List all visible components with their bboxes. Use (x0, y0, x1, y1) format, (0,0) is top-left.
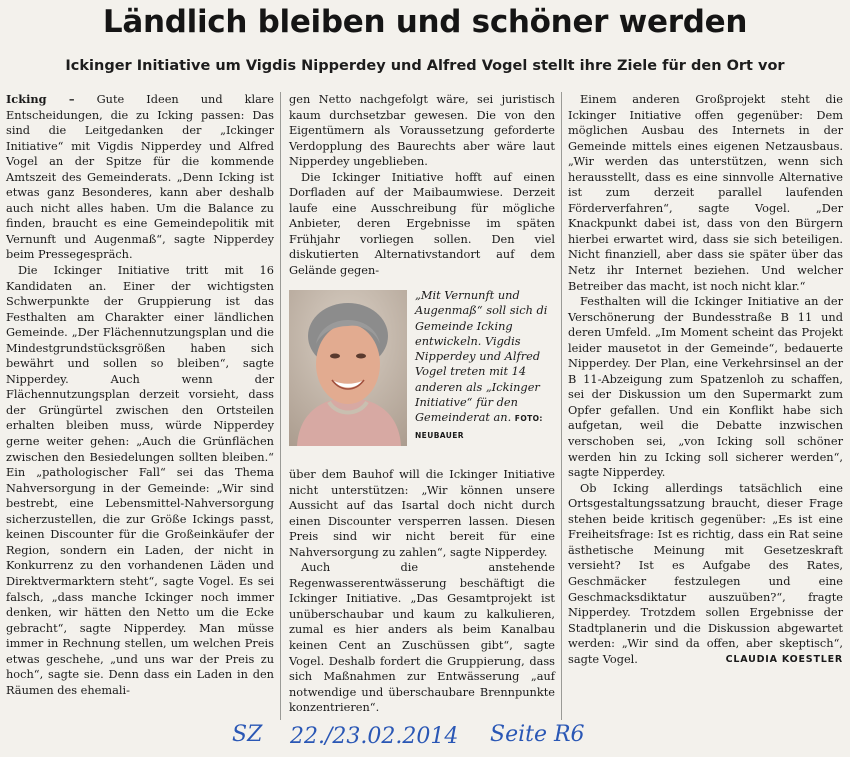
headline: Ländlich bleiben und schöner werden (102, 4, 748, 40)
paragraph: Einem anderen Großprojekt steht die Ickinger Initiative offen gegenüber: Dem möglichen Ausbau des Internets in der Gemeinde mittels eines eigenen Netzausbaus. „Wir werden das unterstützen, wenn sich herausstellt, dass es eine sinnvolle Alternative ist zum derzeit parallel laufenden Förderverfahren“, sagte Vogel. „Der Knackpunkt dabei ist, dass von den Bürgern hierbei erwartet wird, dass sie sich beteiligen. Nicht finanziell, aber dass sie später über das Netz ihr Internet beziehen. Und welcher Betreiber das macht, ist noch nicht klar.“ (568, 92, 843, 293)
paragraph: Auch die anstehende Regenwasserentwässerung beschäftigt die Ickinger Initiative. „Das Gesamtprojekt ist unüberschaubar und kaum zu kalkulieren, zumal es hier anders als beim Kanalbau keinen Cent an Zuschüssen gibt“, sagte Vogel. Deshalb fordert die Gruppierung, dass sich Maßnahmen zur Entwässerung „auf notwendige und überschaubare Brennpunkte konzentrieren“. (289, 560, 555, 715)
photo-caption (415, 288, 557, 443)
paragraph (568, 481, 843, 668)
subheadline: Ickinger Initiative um Vigdis Nipperdey und Alfred Vogel stellt ihre Ziele für den Ort vor (65, 58, 785, 74)
column-divider-1 (280, 92, 281, 720)
handwritten-page: Seite R6 (490, 722, 585, 747)
handwritten-date: 22./23.02.2014 (290, 724, 459, 749)
dateline: Icking – (6, 92, 75, 106)
caption-text: „Mit Vernunft und Augenmaß“ soll sich di Gemeinde Icking entwickeln. Vigdis Nipperdey und Alfred Vogel treten mit 14 anderen als „Ickinger Initiative“ für den Gemeinderat an. (415, 288, 548, 425)
paragraph-text: Ob Icking allerdings tatsächlich eine Ortsgestaltungssatzung braucht, dieser Frage stehen beide kritisch gegenüber: „Es ist eine Freiheitsfrage: Ist es richtig, dass ein Rat seine ästhetische Meinung mit Gesetzeskraft versieht? Ist es Aufgabe des Rates, Geschmäcker festzulegen und eine Geschmacksdiktatur auszuüben?“, fragte Nipperdey. Trotzdem sollen Ergebnisse der Stadtplanerin und die Diskussion abgewartet werden: „Wir sind da offen, aber skeptisch“, sagte Vogel. (568, 480, 843, 666)
column-divider-2 (561, 92, 562, 720)
author-byline: CLAUDIA KOESTLER (725, 653, 843, 665)
paragraph: über dem Bauhof will die Ickinger Initiative nicht unterstützen: „Wir können unsere Aussicht auf das Isartal doch nicht durch einen Discounter versperren lassen. Diesen Preis sind wir nicht bereit für eine Nahversorgung zu zahlen“, sagte Nipperdey. (289, 467, 555, 559)
paragraph: Festhalten will die Ickinger Initiative an der Verschönerung der Bundesstraße B 11 und deren Umfeld. „Im Moment scheint das Projekt leider mausetot in der Gemeinde“, bedauerte Nipperdey. Der Plan, eine Verkehrsinsel an der B 11-Abzeigung zum Spatzenloh zu schaffen, sei der Diskussion um den Supermarkt zum Opfer gefallen. Und ein Konflikt habe sich aufgetan, weil die Debatte inzwischen verschoben sei, „von Icking soll schöner werden hin zu Icking soll sicherer werden“, sagte Nipperdey. (568, 294, 843, 480)
handwritten-source: SZ (232, 722, 263, 747)
article-column-3 (568, 92, 843, 667)
portrait-photo (289, 290, 407, 446)
paragraph: Die Ickinger Initiative hofft auf einen Dorfladen auf der Maibaumwiese. Derzeit laufe eine Ausschreibung für mögliche Anbieter, deren Ergebnisse im späten Frühjahr vorliegen sollen. Den viel diskutierten Alternativstandort auf dem Gelände gegen- (289, 169, 555, 278)
paragraph (6, 92, 274, 263)
article-column-2-top (289, 92, 555, 279)
handwritten-source-note (232, 722, 672, 756)
photo-credit: FOTO: NEUBAUER (415, 414, 543, 440)
article-column-1 (6, 92, 274, 698)
paragraph: Die Ickinger Initiative tritt mit 16 Kandidaten an. Einer der wichtigsten Schwerpunkte der Gruppierung ist das Festhalten am Charakter einer ländlichen Gemeinde. „Der Flächennutzungsplan und die Mindestgrundstücksgrößen haben sich bewährt und sollen so bleiben“, sagte Nipperdey. Auch wenn der Flächennutzungsplan derzeit vorsieht, dass der Grüngürtel zwischen den Ortsteilen erhalten bleiben muss, würde Nipperdey gerne weiter gehen: „Auch die Grünflächen zwischen den Besiedelungen sollten bleiben.“ Ein „pathologischer Fall“ sei das Thema Nahversorgung in der Gemeinde: „Wir sind bestrebt, eine Lebensmittel-Nahversorgung sicherzustellen, die zur Größe Ickings passt, keinen Discounter für die Großeinkäufer der Region, sondern ein Laden, der nicht in Konkurrenz zu den vorhandenen Läden und Direktvermarktern steht“, sagte Vogel. Es sei falsch, „dass manche Ickinger noch immer denken, wir hätten den Netto um die Ecke gebracht“, sagte Nipperdey. Man müsse immer in Rechnung stellen, um welchen Preis etwas geschehe, „und uns war der Preis zu hoch“, sagte sie. Denn dass ein Laden in den Räumen des ehemali- (6, 263, 274, 697)
portrait-image (289, 290, 407, 446)
paragraph: gen Netto nachgefolgt wäre, sei juristisch kaum durchsetzbar gewesen. Die von den Eigentümern als Voraussetzung geforderte Verdopplung des Baurechts aber wäre laut Nipperdey ungeblieben. (289, 92, 555, 169)
paragraph-text: Gute Ideen und klare Entscheidungen, die zu Icking passen: Das sind die Leitgedanken der „Ickinger Initiative“ mit Vigdis Nipperdey und Alfred Vogel an der Spitze für die kommende Amtszeit des Gemeinderats. „Denn Icking ist etwas ganz Besonderes, kann aber deshalb auch nicht alles haben. Um die Balance zu finden, braucht es eine Gemeindepolitik mit Vernunft und Augenmaß“, sagte Nipperdey beim Pressegespräch. (6, 92, 275, 262)
article-column-2-bottom (289, 467, 555, 716)
